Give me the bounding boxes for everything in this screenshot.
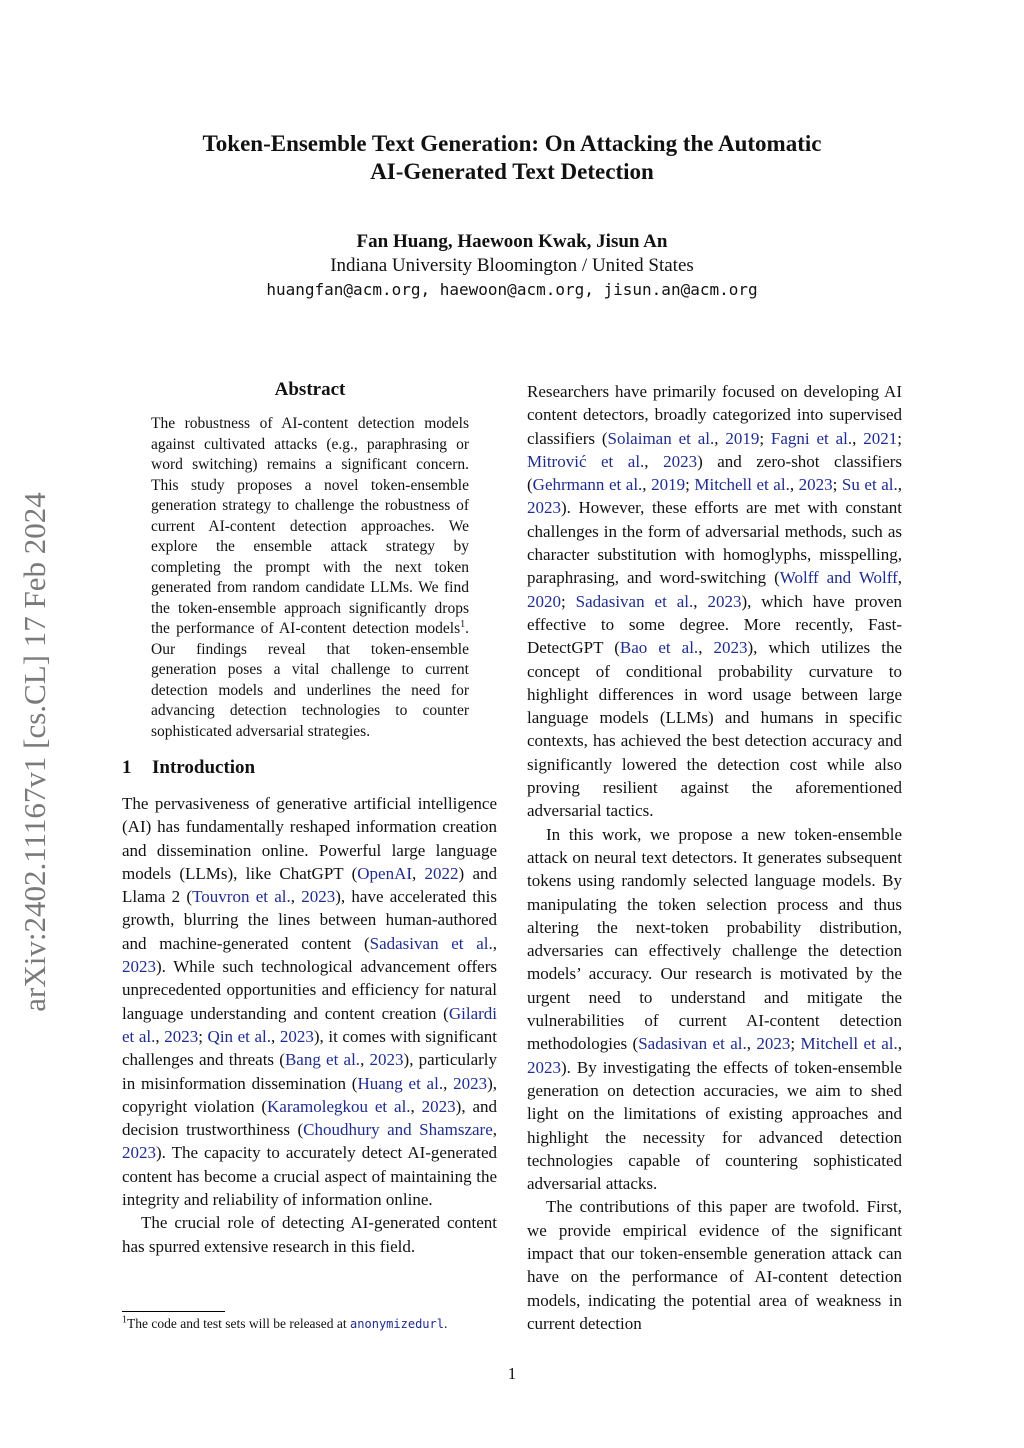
footnote-number: 1: [122, 1314, 127, 1326]
section-number: 1: [122, 757, 132, 778]
affiliation: Indiana University Bloomington / United States: [330, 255, 694, 276]
title-line-1: Token-Ensemble Text Generation: On Attacking the Automatic: [202, 131, 822, 156]
left-column-body: [122, 792, 497, 1258]
right-column-body: [527, 380, 902, 1335]
abstract-body: [151, 414, 469, 742]
abstract-heading: Abstract: [274, 379, 346, 400]
section-title: Introduction: [152, 757, 256, 778]
footnote-text: The code and test sets will be released at: [127, 1316, 351, 1331]
footnote-url[interactable]: anonymizedurl: [350, 1317, 444, 1331]
title-line-2: AI-Generated Text Detection: [370, 159, 654, 184]
intro-paragraph-1: The pervasiveness of generative artificial intelligence (AI) has fundamentally reshaped information creation and dissemination online. Powerful large language models (LLMs), like ChatGPT (OpenAI, 2022) and Llama 2 (Touvron et al., 2023), have accelerated this growth, blurring the lines between human-authored and machine-generated content (Sadasivan et al., 2023). While such technological advancement offers unprecedented opportunities and efficiency for natural language understanding and content creation (Gilardi et al., 2023; Qin et al., 2023), it comes with significant challenges and threats (Bang et al., 2023), particularly in misinformation dissemination (Huang et al., 2023), copyright violation (Karamolegkou et al., 2023), and decision trustworthiness (Choudhury and Shamszare, 2023). The capacity to accurately detect AI-generated content has become a crucial aspect of maintaining the integrity and reliability of information online.: [122, 794, 498, 1210]
author-list: Fan Huang, Haewoon Kwak, Jisun An: [356, 231, 668, 252]
footnote-end: .: [443, 1316, 448, 1331]
intro-paragraph-5: The contributions of this paper are twofold. First, we provide empirical evidence of the significant impact that our token-ensemble generation attack can have on the performance of AI-content detection models, indicating the potential area of weakness in current detection: [527, 1197, 902, 1333]
intro-paragraph-2: The crucial role of detecting AI-generated content has spurred extensive research in this field.: [122, 1213, 497, 1256]
intro-paragraph-4: In this work, we propose a new token-ensemble attack on neural text detectors. It generates subsequent tokens using randomly selected language models. By manipulating the token selection process and thus altering the next-token probability distribution, adversaries can effectively challenge the detection models’ accuracy. Our research is motivated by the urgent need to understand and mitigate the vulnerabilities of current AI-content detection methodologies (Sadasivan et al., 2023; Mitchell et al., 2023). By investigating the effects of token-ensemble generation on detection accuracies, we aim to shed light on the limitations of existing approaches and highlight the necessity for advanced detection technologies capable of countering sophisticated adversarial attacks.: [527, 824, 903, 1194]
page-number: 1: [507, 1364, 517, 1383]
footnote-rule: [122, 1311, 225, 1312]
author-emails: huangfan@acm.org, haewoon@acm.org, jisun.an@acm.org: [266, 280, 758, 299]
section-heading-introduction: [122, 756, 255, 780]
abstract-text-2: . Our findings reveal that token-ensemble generation poses a vital challenge to current detection models and underlines the need for advancing detection technologies to counter sophisticated adversarial strategies.: [151, 620, 469, 740]
paper-title: [0, 130, 1024, 186]
footnote: [122, 1315, 502, 1333]
abstract-text-1: The robustness of AI-content detection models against cultivated attacks (e.g., paraphrasing or word switching) remains a significant concern. This study proposes a novel token-ensemble generation strategy to challenge the robustness of current AI-content detection approaches. We explore the ensemble attack strategy by completing the prompt with the next token generated from random candidate LLMs. We find the token-ensemble approach significantly drops the performance of AI-content detection models: [151, 415, 469, 637]
footnote-marker: 1: [460, 618, 466, 630]
intro-paragraph-3: Researchers have primarily focused on developing AI content detectors, broadly categorized into supervised classifiers (Solaiman et al., 2019; Fagni et al., 2021; Mitrović et al., 2023) and zero-shot classifiers (Gehrmann et al., 2019; Mitchell et al., 2023; Su et al., 2023). However, these efforts are met with constant challenges in the form of adversarial methods, such as character substitution with homoglyphs, misspelling, paraphrasing, and word-switching (Wolff and Wolff, 2020; Sadasivan et al., 2023), which have proven effective to some degree. More recently, Fast-DetectGPT (Bao et al., 2023), which utilizes the concept of conditional probability curvature to highlight differences in word usage between large language models (LLMs) and humans in specific contexts, has achieved the best detection accuracy and significantly lowered the detection cost while also proving resilient against the aforementioned adversarial tactics.: [527, 382, 903, 821]
arxiv-identifier: arXiv:2402.11167v1 [cs.CL] 17 Feb 2024: [17, 492, 52, 1012]
